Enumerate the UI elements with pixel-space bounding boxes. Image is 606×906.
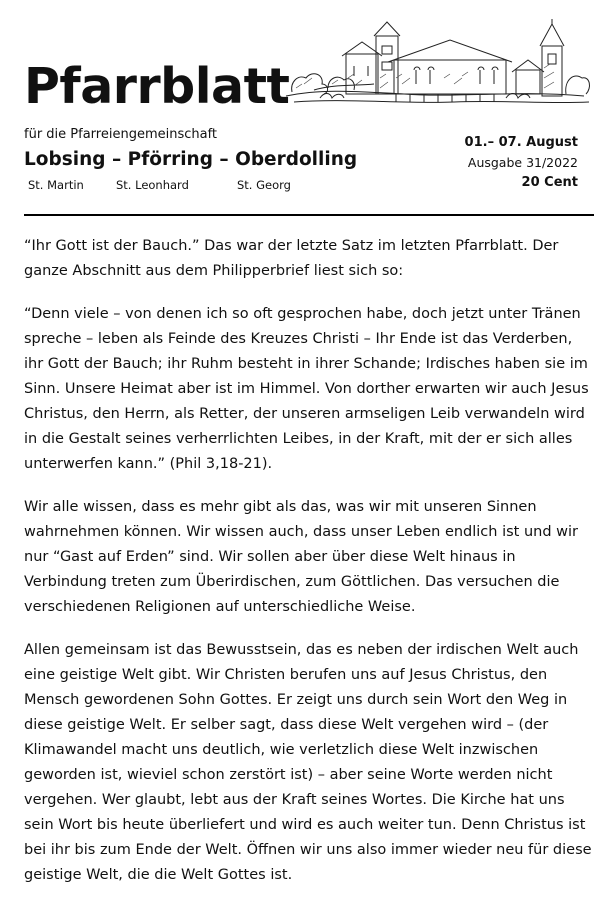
saint-georg: St. Georg bbox=[237, 178, 291, 192]
newsletter-subtitle: für die Pfarreiengemeinschaft bbox=[24, 127, 218, 142]
article-paragraph: Allen gemeinsam ist das Bewusstsein, das es neben der irdischen Welt auch eine geistige Welt gibt. Wir Christen berufen uns auf Jesus Christus, den Mensch gewordenen Sohn Gottes. Er zeigt uns durch sein Wort den Weg in diese geistige Welt. Er selber sagt, dass diese Welt vergehen wird – (der Klimawandel macht uns deutlich, wie verletzlich diese Welt inzwischen geworden ist, wieviel schon zerstört ist) – aber seine Worte werden nicht vergehen. Wer glaubt, lebt aus der Kraft seines Wortes. Die Kirche hat uns sein Wort bis heute überliefert und wird es auch weiter tun. Denn Christus ist bei ihr bis zum Ende der Welt. Öffnen wir uns also immer wieder neu für diese geistige Welt, die die Welt Gottes ist. bbox=[24, 642, 592, 883]
newsletter-title: Pfarrblatt bbox=[24, 58, 290, 115]
issue-price: 20 Cent bbox=[521, 175, 578, 190]
header-divider bbox=[24, 214, 594, 216]
saint-martin: St. Martin bbox=[28, 178, 84, 192]
article-paragraph: Wir alle wissen, dass es mehr gibt als das, was wir mit unseren Sinnen wahrnehmen können. Wir wissen auch, dass unser Leben endlich ist und wir nur “Gast auf Erden” sind. Wir sollen aber über diese Welt hinaus in Verbindung treten zum Überirdischen, zum Göttlichen. Das versuchen die verschiedenen Religionen auf unterschiedliche Weise. bbox=[24, 499, 579, 615]
issue-date: 01.– 07. August bbox=[464, 135, 578, 150]
issue-number: Ausgabe 31/2022 bbox=[467, 155, 578, 170]
parish-names: Lobsing – Pförring – Oberdolling bbox=[24, 149, 358, 170]
article-paragraph: “Denn viele – von denen ich so oft gesprochen habe, doch jetzt unter Tränen spreche – leben als Feinde des Kreuzes Christi – Ihr Ende ist das Verderben, ihr Gott der Bauch; ihr Ruhm besteht in ihrer Schande; Irdisches haben sie im Sinn. Unsere Heimat aber ist im Himmel. Von dorther erwarten wir auch Jesus Christus, den Herrn, als Retter, der unseren armseligen Leib verwandeln wird in die Gestalt seines verherrlichten Leibes, in der Kraft, mit der er sich alles unterwerfen kann.” (Phil 3,18-21). bbox=[24, 306, 589, 472]
article-body bbox=[24, 234, 594, 906]
saint-leonhard: St. Leonhard bbox=[116, 178, 189, 192]
church-sketch-icon bbox=[284, 18, 594, 110]
article-paragraph: “Ihr Gott ist der Bauch.” Das war der letzte Satz im letzten Pfarrblatt. Der ganze Abschnitt aus dem Philipperbrief liest sich so: bbox=[24, 238, 559, 279]
